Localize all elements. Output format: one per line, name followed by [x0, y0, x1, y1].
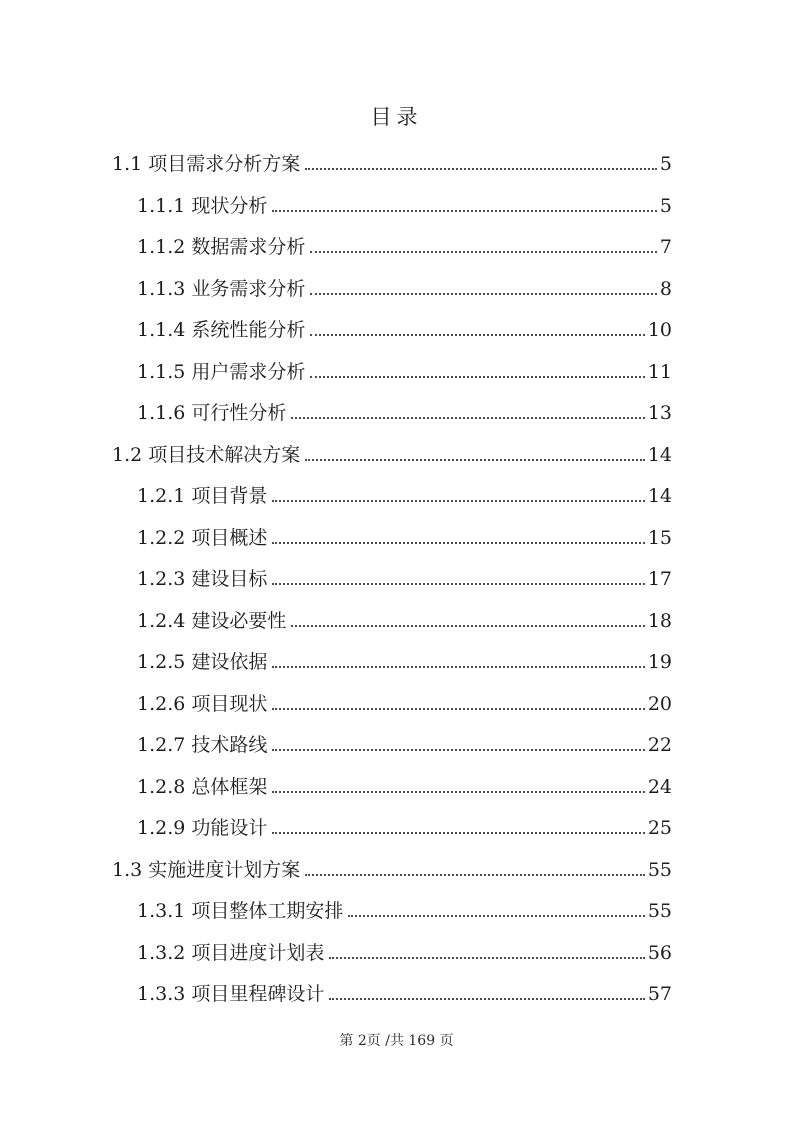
toc-entry-page: 20: [647, 692, 672, 715]
toc-entry-page: 8: [659, 277, 672, 300]
toc-entry-page: 25: [647, 817, 672, 839]
toc-entry-page: 19: [647, 651, 672, 673]
toc-entry-label: 1.2.4 建设必要性: [137, 609, 287, 632]
toc-list: [112, 140, 672, 1012]
toc-entry-page: 22: [647, 734, 672, 756]
dot-leader: [305, 168, 657, 170]
dot-leader: [272, 749, 644, 751]
toc-entry[interactable]: [112, 638, 672, 680]
dot-leader: [272, 500, 644, 502]
toc-entry-page: 11: [647, 360, 672, 383]
toc-entry[interactable]: [112, 597, 672, 639]
dot-leader: [348, 915, 644, 917]
page-title: 目录: [370, 105, 423, 129]
toc-entry-label: 1.3.2 项目进度计划表: [137, 941, 325, 964]
toc-entry-page: 7: [659, 236, 672, 258]
toc-entry[interactable]: [112, 804, 672, 846]
toc-entry-page: 57: [647, 983, 672, 1005]
toc-entry-page: 18: [647, 609, 672, 632]
dot-leader: [329, 957, 644, 959]
toc-entry-page: 17: [647, 568, 672, 590]
toc-entry[interactable]: [112, 306, 672, 348]
toc-entry[interactable]: [112, 680, 672, 722]
dot-leader: [310, 376, 644, 378]
toc-entry-label: 1.2.8 总体框架: [137, 775, 268, 798]
toc-entry-page: 15: [647, 526, 672, 549]
toc-entry[interactable]: [112, 223, 672, 265]
toc-entry-page: 5: [659, 153, 672, 175]
toc-entry-page: 55: [647, 858, 672, 881]
toc-entry-label: 1.2 项目技术解决方案: [112, 443, 301, 466]
dot-leader: [329, 998, 644, 1000]
toc-entry-label: 1.2.3 建设目标: [137, 568, 268, 590]
toc-entry[interactable]: [112, 514, 672, 556]
toc-entry-label: 1.1.2 数据需求分析: [137, 236, 306, 258]
page-number-footer: 第 2页 /共 169 页: [339, 1033, 454, 1049]
toc-entry-label: 1.1.3 业务需求分析: [137, 277, 306, 300]
toc-entry-label: 1.2.7 技术路线: [137, 734, 268, 756]
toc-entry-label: 1.2.2 项目概述: [137, 526, 268, 549]
dot-leader: [272, 210, 657, 212]
toc-entry-page: 56: [647, 941, 672, 964]
toc-entry[interactable]: [112, 970, 672, 1012]
toc-entry-label: 1.1.4 系统性能分析: [137, 319, 306, 341]
toc-entry-label: 1.3.3 项目里程碑设计: [137, 983, 325, 1005]
toc-entry-label: 1.3.1 项目整体工期安排: [137, 900, 344, 922]
toc-entry-page: 5: [659, 194, 672, 217]
toc-entry-page: 55: [647, 900, 672, 922]
dot-leader: [272, 832, 644, 834]
toc-entry[interactable]: [112, 555, 672, 597]
toc-entry-label: 1.2.9 功能设计: [137, 817, 268, 839]
toc-entry-page: 10: [647, 319, 672, 341]
toc-entry-label: 1.1.6 可行性分析: [137, 402, 287, 424]
dot-leader: [305, 459, 645, 461]
toc-entry-page: 14: [647, 485, 672, 507]
toc-entry[interactable]: [112, 265, 672, 307]
dot-leader: [310, 251, 657, 253]
toc-entry-label: 1.2.6 项目现状: [137, 692, 268, 715]
toc-entry[interactable]: [112, 348, 672, 390]
toc-entry-label: 1.2.5 建设依据: [137, 651, 268, 673]
dot-leader: [272, 791, 644, 793]
dot-leader: [272, 666, 644, 668]
toc-entry[interactable]: [112, 721, 672, 763]
toc-entry-label: 1.1 项目需求分析方案: [112, 153, 301, 175]
dot-leader: [310, 293, 657, 295]
toc-entry[interactable]: [112, 389, 672, 431]
dot-leader: [310, 334, 644, 336]
dot-leader: [291, 417, 644, 419]
dot-leader: [272, 708, 644, 710]
toc-entry[interactable]: [112, 887, 672, 929]
dot-leader: [291, 625, 644, 627]
toc-entry[interactable]: [112, 140, 672, 182]
toc-entry-page: 13: [647, 402, 672, 424]
toc-entry[interactable]: [112, 472, 672, 514]
toc-entry[interactable]: [112, 846, 672, 888]
toc-entry[interactable]: [112, 182, 672, 224]
dot-leader: [272, 542, 644, 544]
toc-entry-page: 14: [647, 443, 672, 466]
toc-entry[interactable]: [112, 763, 672, 805]
dot-leader: [272, 583, 644, 585]
toc-entry-label: 1.2.1 项目背景: [137, 485, 268, 507]
dot-leader: [305, 874, 645, 876]
toc-entry-label: 1.3 实施进度计划方案: [112, 858, 301, 881]
toc-entry[interactable]: [112, 929, 672, 971]
toc-entry[interactable]: [112, 431, 672, 473]
toc-entry-label: 1.1.5 用户需求分析: [137, 360, 306, 383]
toc-entry-label: 1.1.1 现状分析: [137, 194, 268, 217]
toc-entry-page: 24: [647, 775, 672, 798]
